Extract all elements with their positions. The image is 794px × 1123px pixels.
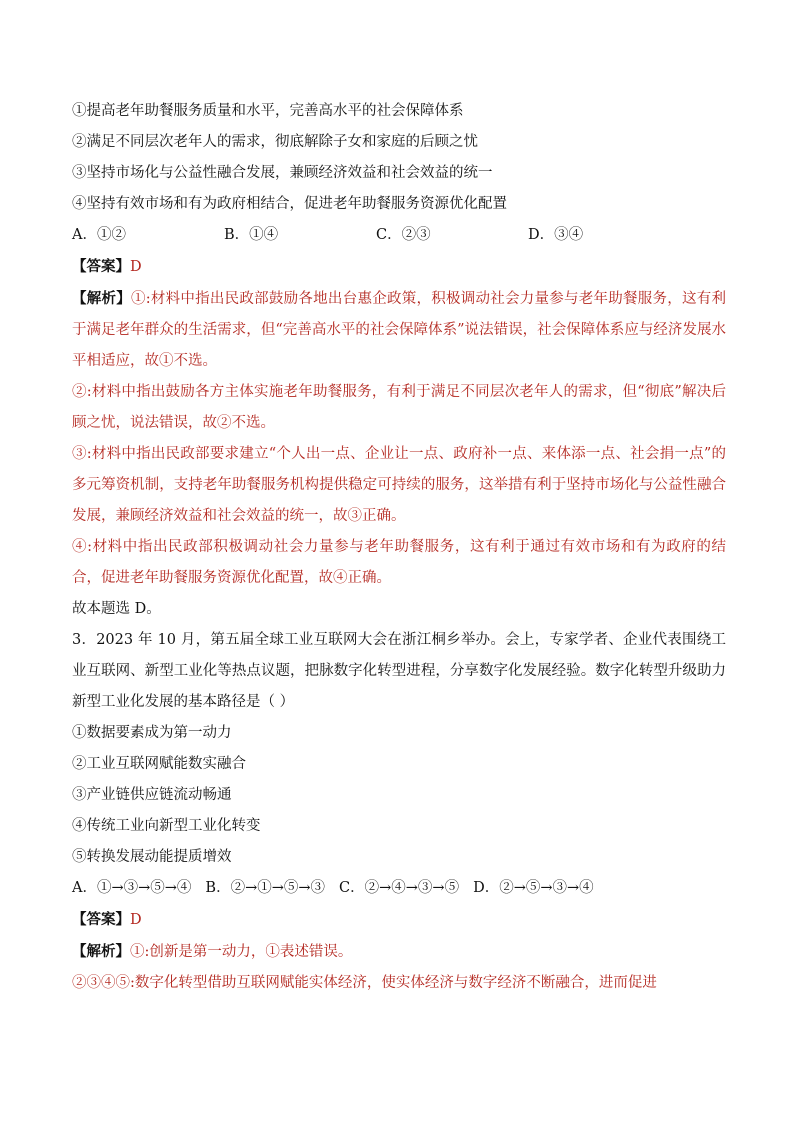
q3-statement-4: ④传统工业向新型工业化转变 [72, 818, 261, 834]
q3-analysis-2-marker: ②③④⑤: [72, 975, 135, 991]
q2-analysis-4 [72, 532, 726, 594]
q2-option-a: A．①② [72, 227, 126, 243]
q2-analysis-3-marker: ③: [72, 446, 92, 462]
q2-statement-3: ③坚持市场化与公益性融合发展，兼顾经济效益和社会效益的统一 [72, 165, 493, 181]
q3-analysis-1 [72, 936, 726, 968]
q2-analysis-1-text: 材料中指出民政部鼓励各地出台惠企政策，积极调动社会力量参与老年助餐服务，这有利于满足老年群众的生活需求，但“完善高水平的社会保障体系”说法错误，社会保障体系应与经济发展水平相适应，故①不选。 [72, 291, 726, 369]
q3-option-d: D．②→⑤→③→④ [473, 880, 594, 896]
q2-answer-label: 【答案】 [72, 258, 130, 275]
q2-conclusion: 故本题选 D。 [72, 601, 161, 617]
q3-answer [72, 904, 726, 936]
q3-analysis-1-text: 创新是第一动力，①表述错误。 [149, 944, 353, 960]
q3-stem: 3．2023 年 10 月，第五届全球工业互联网大会在浙江桐乡举办。会上，专家学者、企业代表围绕工业互联网、新型工业化等热点议题，把脉数字化转型进程，分享数字化发展经验。数字化转型升级助力新型工业化发展的基本路径是（ ） [72, 632, 726, 710]
q3-answer-value: D [130, 912, 142, 928]
q2-analysis-2 [72, 377, 726, 439]
q3-statement-2: ②工业互联网赋能数实融合 [72, 756, 246, 772]
q2-analysis-2-text: 材料中指出鼓励各方主体实施老年助餐服务，有利于满足不同层次老年人的需求，但“彻底”解决后顾之忧，说法错误，故②不选。 [72, 384, 726, 431]
q2-option-c: C．②③ [376, 227, 431, 243]
q2-answer [72, 251, 726, 283]
q3-analysis-2 [72, 968, 726, 999]
q2-analysis-3 [72, 439, 726, 532]
q2-analysis-1-marker: ①: [131, 291, 151, 307]
q2-analysis-4-marker: ④: [72, 539, 92, 555]
q3-statement-1: ①数据要素成为第一动力 [72, 725, 232, 741]
q3-statement-5: ⑤转换发展动能提质增效 [72, 849, 232, 865]
q2-statement-2: ②满足不同层次老年人的需求，彻底解除子女和家庭的后顾之忧 [72, 134, 478, 150]
q3-analysis-2-text: 数字化转型借助互联网赋能实体经济，使实体经济与数字经济不断融合，进而促进 [134, 975, 657, 991]
q3-option-b: B．②→①→⑤→③ [205, 880, 326, 896]
q2-analysis-2-marker: ②: [72, 384, 92, 400]
q3-answer-label: 【答案】 [72, 911, 130, 928]
document-page [72, 96, 726, 999]
q2-option-b: B．①④ [224, 227, 279, 243]
q2-analysis-3-text: 材料中指出民政部要求建立“个人出一点、企业让一点、政府补一点、来体添一点、社会捐一点”的多元筹资机制，支持老年助餐服务机构提供稳定可持续的服务，这举措有利于坚持市场化与公益性融合发展，兼顾经济效益和社会效益的统一，故③正确。 [72, 446, 726, 524]
q2-analysis-label: 【解析】 [72, 290, 132, 307]
q3-option-c: C．②→④→③→⑤ [339, 880, 460, 896]
q2-options [72, 220, 726, 251]
q3-analysis-1-marker: ①: [130, 944, 150, 960]
q3-options [72, 873, 726, 904]
q3-analysis-label: 【解析】 [72, 943, 130, 960]
q2-analysis-1 [72, 283, 726, 377]
q3-option-a: A．①→③→⑤→④ [72, 880, 192, 896]
q2-answer-value: D [130, 259, 142, 275]
q2-option-d: D．③④ [528, 227, 584, 243]
q2-analysis-4-text: 材料中指出民政部积极调动社会力量参与老年助餐服务，这有利于通过有效市场和有为政府的结合，促进老年助餐服务资源优化配置，故④正确。 [72, 539, 726, 586]
q3-statement-3: ③产业链供应链流动畅通 [72, 787, 232, 803]
q2-statement-1: ①提高老年助餐服务质量和水平，完善高水平的社会保障体系 [72, 103, 464, 119]
q2-statement-4: ④坚持有效市场和有为政府相结合，促进老年助餐服务资源优化配置 [72, 196, 507, 212]
